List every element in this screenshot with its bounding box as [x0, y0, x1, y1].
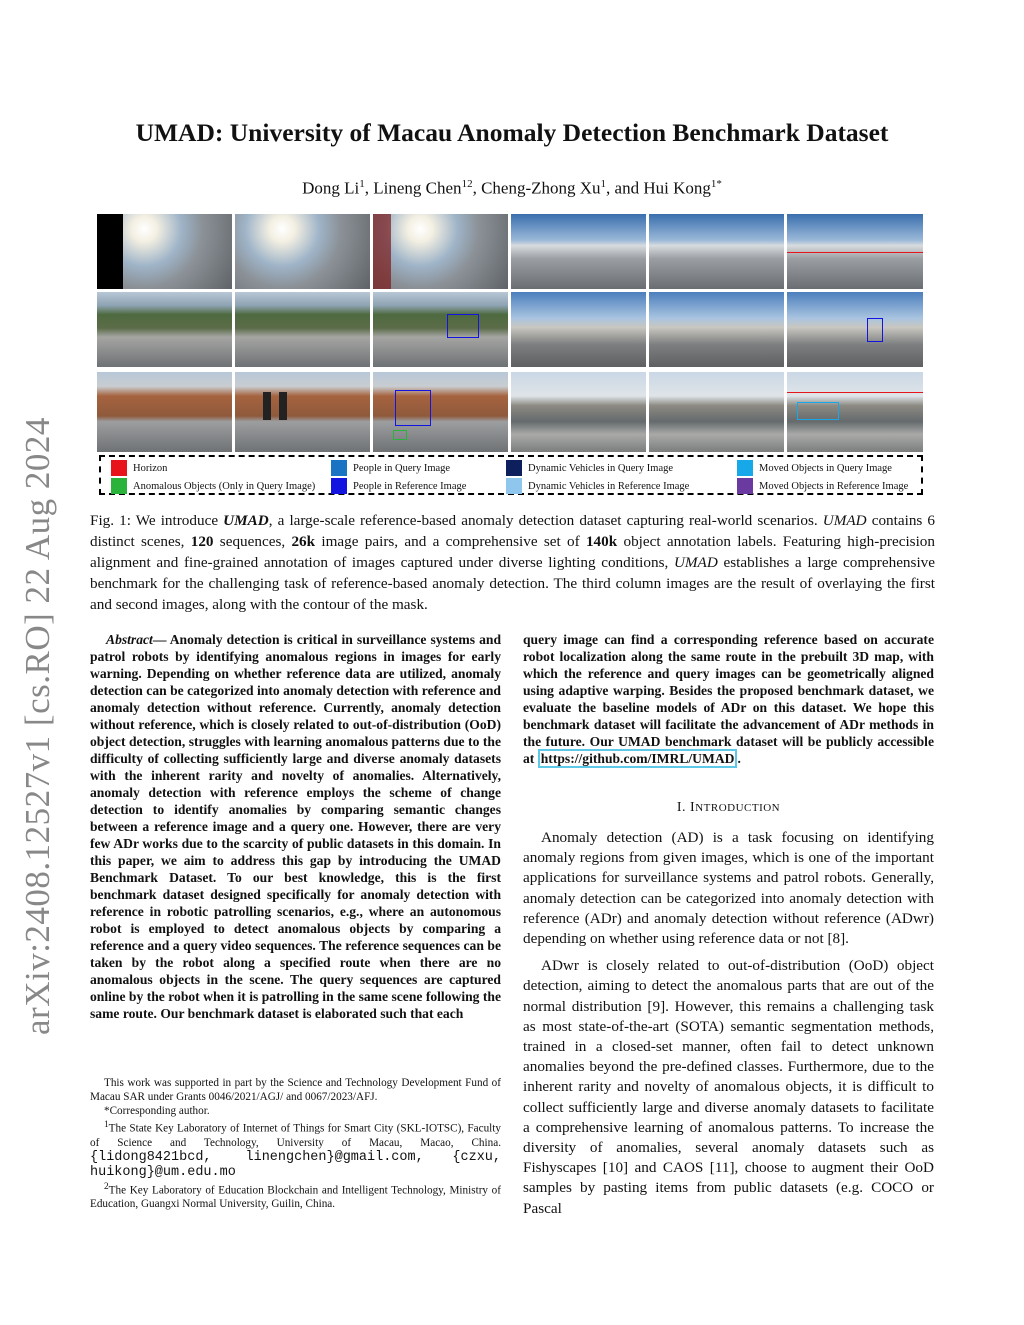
caption-emphasis: UMAD	[223, 512, 269, 529]
figure-photo	[373, 372, 508, 452]
caption-text: , a large-scale reference-based anomaly detection dataset capturing real-world scenarios.	[268, 512, 823, 529]
footnote-mark: 1	[104, 1120, 109, 1130]
legend-label: Moved Objects in Reference Image	[759, 480, 909, 492]
caption-text: object annotation labels. Featuring high-precision alignment and fine-grained annotation of images captured under diverse lighting conditions,	[90, 533, 935, 571]
paragraph: ADwr is closely related to out-of-distribution (OoD) object detection, aiming to detect the anomalous parts that are out of the normal distribution [9]. However, this remains a challenging task as most state-of-the-art (SOTA) semantic segmentation methods, trained in a closed-set manner, often fail to detect unknown anomalies beyond the pre-defined classes. Furthermore, due to the inherent rarity and novelty of anomalous objects, it is difficult to collect sufficiently large and diverse anomaly datasets to facilitate a comprehensive learning of anomalous patterns. To increase the diversity of anomalies, several anomaly datasets such as Fishyscapes [10] and CAOS [11], choose to augment their OoD samples by pasting items from public datasets (e.g. COCO or Pascal	[523, 957, 934, 1217]
figure-photo	[649, 214, 784, 289]
caption-number: 140k	[585, 533, 618, 550]
legend-swatch	[331, 478, 347, 494]
figure-photo	[235, 372, 370, 452]
abstract-text: query image can find a corresponding reference based on accurate robot localization along the same route in the prebuilt 3D map, with which the reference and query images can be geometrically aligned using adaptive warping. Besides the proposed benchmark dataset, we evaluate the baseline models of ADr on this dataset. We hope this benchmark dataset will facilitate the advancement of ADr methods in the future. Our UMAD benchmark dataset will be publicly accessible at	[523, 632, 934, 766]
section-heading	[523, 800, 934, 816]
author-list	[0, 178, 1024, 199]
footnote-corresponding: *Corresponding author.	[104, 1105, 210, 1117]
github-link[interactable]: https://github.com/IMRL/UMAD	[538, 749, 738, 768]
author-separator: ,	[472, 178, 482, 198]
legend-entry	[331, 460, 450, 476]
caption-text: Fig. 1: We introduce	[90, 512, 224, 529]
legend-label: Moved Objects in Query Image	[759, 462, 892, 474]
figure-photo	[787, 292, 923, 367]
legend-entry	[111, 478, 315, 494]
legend-swatch	[737, 460, 753, 476]
legend-label: Dynamic Vehicles in Reference Image	[528, 480, 690, 492]
abstract-left-column	[90, 631, 501, 1022]
section-title-first: I	[690, 800, 696, 815]
caption-text: image pairs, and a comprehensive set of	[315, 533, 586, 550]
legend-entry	[506, 460, 673, 476]
figure-photo	[511, 214, 646, 289]
legend-entry	[111, 460, 167, 476]
legend-swatch	[111, 460, 127, 476]
arxiv-identifier: arXiv:2408.12527v1 [cs.RO] 22 Aug 2024	[18, 417, 57, 1035]
legend-label: Dynamic Vehicles in Query Image	[528, 462, 674, 474]
footnote-affiliation-1	[90, 1118, 501, 1180]
caption-number: 26k	[291, 533, 316, 550]
paper-title: UMAD: University of Macau Anomaly Detection Benchmark Dataset	[135, 118, 889, 147]
caption-text: contains 6 distinct scenes,	[90, 512, 935, 550]
caption-emphasis: UMAD	[673, 554, 718, 571]
footnote-mark: 2	[104, 1181, 109, 1192]
footnotes	[90, 1076, 501, 1211]
figure-photo	[787, 214, 923, 289]
legend-entry	[506, 478, 689, 494]
legend-label: People in Query Image	[353, 462, 451, 474]
figure-photo	[97, 372, 232, 452]
paragraph: Anomaly detection (AD) is a task focusing on identifying anomaly regions from given images, which is one of the important applications for surveillance systems and patrol robots. Generally, anomaly detection can be categorized into anomaly detection with reference (ADr) and anomaly detection without reference (ADwr) depending on whether using reference data or not [8].	[523, 829, 934, 948]
legend-swatch	[737, 478, 753, 494]
section-number: I.	[676, 800, 691, 815]
figure-caption	[90, 510, 935, 615]
affiliation-mark: 1*	[710, 178, 722, 190]
figure-photo	[649, 292, 784, 367]
caption-text: establishes a large comprehensive benchmark for the challenging task of reference-based anomaly detection. The third column images are the result of overlaying the first and second images, along with the contour of the mask.	[90, 554, 935, 613]
footnote-affiliation-2	[90, 1180, 501, 1212]
abstract-label: Abstract	[106, 632, 153, 647]
legend-label: People in Reference Image	[353, 480, 467, 492]
legend-label: Horizon	[133, 462, 168, 474]
email-addresses: {lidong8421bcd, linengchen}@gmail.com,	[90, 1149, 424, 1165]
figure-1-image-grid	[97, 214, 923, 456]
introduction-body	[523, 828, 934, 1219]
author-name: Hui Kong	[643, 178, 711, 198]
caption-emphasis: UMAD	[822, 512, 867, 529]
legend-swatch	[506, 460, 522, 476]
footnote-text: The Key Laboratory of Education Blockchain and Intelligent Technology, Ministry of Education, Guangxi Normal University, Guilin, China.	[90, 1184, 501, 1211]
figure-photo	[235, 214, 370, 289]
author-name: Lineng Chen	[373, 178, 462, 198]
legend-swatch	[331, 460, 347, 476]
figure-photo	[97, 292, 232, 367]
author-separator: , and	[606, 178, 644, 198]
figure-photo	[787, 372, 923, 452]
author-name: Dong Li	[302, 178, 360, 198]
legend-entry	[331, 478, 466, 494]
legend-entry	[737, 478, 908, 494]
figure-photo	[235, 292, 370, 367]
section-title-rest: NTRODUCTION	[695, 802, 781, 814]
footnote-funding: This work was supported in part by the Science and Technology Development Fund of Macau SAR under Grants 0046/2021/AGJ/ and 0067/2023/AFJ.	[90, 1077, 501, 1103]
legend-swatch	[111, 478, 127, 494]
abstract-end: .	[737, 751, 741, 766]
caption-number: 120	[190, 533, 214, 550]
figure-photo	[649, 372, 784, 452]
figure-photo	[373, 292, 508, 367]
abstract-text: — Anomaly detection is critical in surveillance systems and patrol robots by identifying anomalous regions in images for early warning. Depending on whether reference data are utilized, anomaly detection can be categorized into anomaly detection with reference and anomaly detection without reference. Currently, anomaly detection without reference, which is closely related to out-of-distribution (OoD) object detection, struggles with learning anomalous patterns due to the difficulty of collecting sufficiently large and diverse anomaly datasets with the inherent rarity and novelty of anomalies. Alternatively, anomaly detection with reference employs the scheme of change detection to identify anomalies by comparing semantic changes between a reference image and a query one. However, there are very few ADr works due to the scarcity of public datasets in this domain. In this paper, we aim to address this gap by introducing the UMAD Benchmark Dataset. To our best knowledge, this is the first benchmark dataset designed specifically for anomaly detection with reference in robotic patrolling scenarios, e.g., where an autonomous robot is employed to detect anomalous objects by comparing a reference and a query video sequences. The reference sequences can be taken by the robot along a specified route when there are no anomalous objects in the scene. The query sequences are captured online by the robot when it is patrolling in the same scene following the same route. Our benchmark dataset is elaborated such that each	[90, 632, 501, 1021]
affiliation-mark: 1	[600, 178, 607, 190]
abstract-right-column	[523, 631, 934, 767]
affiliation-mark: 1	[359, 178, 365, 190]
legend-entry	[737, 460, 892, 476]
figure-legend	[99, 455, 923, 495]
caption-text: sequences,	[213, 533, 292, 550]
author-separator: ,	[364, 178, 374, 198]
footnote-text: The State Key Laboratory of Internet of Things for Smart City (SKL-IOTSC), Faculty of Science and Technology, University of Macau, Macao, China.	[90, 1122, 501, 1149]
legend-swatch	[506, 478, 522, 494]
figure-photo	[511, 292, 646, 367]
figure-photo	[511, 372, 646, 452]
author-name: Cheng-Zhong Xu	[481, 178, 601, 198]
email-addresses: {czxu, huikong}@um.edu.mo	[90, 1149, 501, 1180]
figure-photo	[373, 214, 508, 289]
legend-label: Anomalous Objects (Only in Query Image)	[133, 480, 316, 492]
affiliation-mark: 12	[461, 178, 473, 190]
figure-photo	[97, 214, 232, 289]
